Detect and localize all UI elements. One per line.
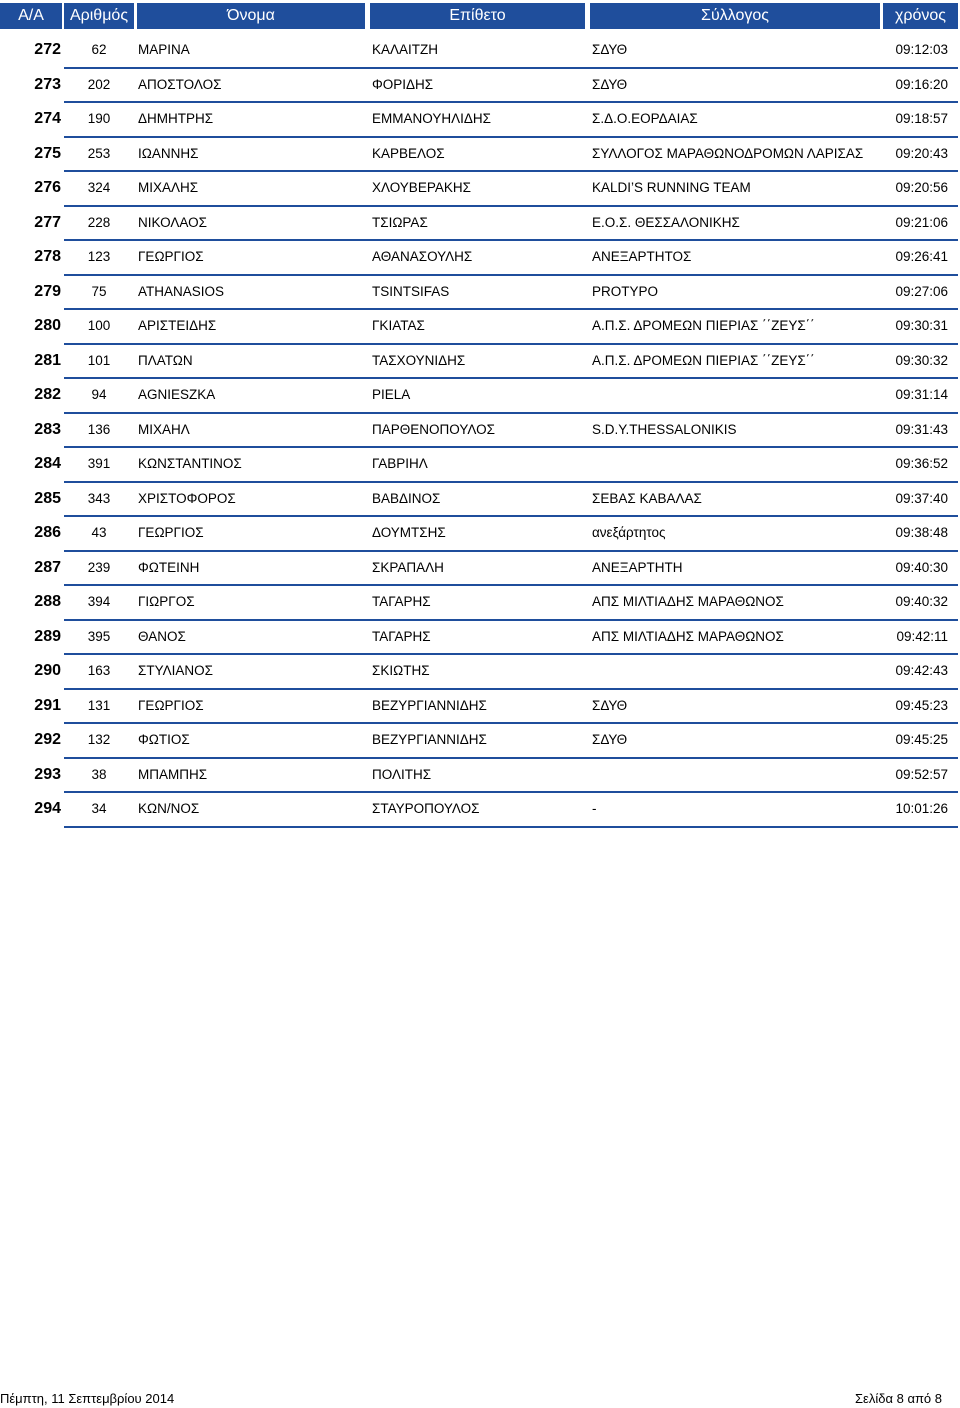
header-first-name: Όνομα (137, 3, 365, 29)
time-cell: 09:42:11 (896, 628, 948, 644)
bib-number-cell: 394 (87, 594, 111, 609)
last-name-cell: TSINTSIFAS (372, 283, 450, 299)
last-name-cell: ΤΣΙΩΡΑΣ (372, 214, 428, 230)
first-name-cell: ΦΩΤΙΟΣ (138, 732, 190, 747)
table-row (0, 552, 960, 587)
time-cell: 09:37:40 (895, 490, 948, 506)
first-name-cell: ATHANASIOS (138, 283, 225, 299)
time-cell: 09:42:43 (895, 663, 948, 678)
first-name-cell: ΑΠΟΣΤΟΛΟΣ (138, 76, 222, 92)
bib-number-cell: 228 (87, 214, 111, 230)
table-row (0, 103, 960, 138)
time-cell: 09:18:57 (895, 111, 948, 126)
club-cell: ΑΠΣ ΜΙΛΤΙΑΔΗΣ ΜΑΡΑΘΩΝΟΣ (592, 628, 784, 644)
footer-page-number: Σελίδα 8 από 8 (855, 1391, 942, 1406)
club-cell: ΣΔΥΘ (592, 697, 628, 713)
rank-cell: 286 (34, 524, 61, 541)
club-cell: ΑΝΕΞΑΡΤΗΤΗ (592, 559, 683, 575)
first-name-cell: ΔΗΜΗΤΡΗΣ (138, 111, 214, 126)
time-cell: 09:26:41 (895, 249, 948, 264)
bib-number-cell: 38 (91, 766, 107, 782)
first-name-cell: ΜΙΧΑΗΛ (138, 421, 190, 437)
time-cell: 09:21:06 (895, 214, 948, 230)
bib-number-cell: 202 (87, 76, 111, 92)
time-cell: 09:30:31 (895, 318, 948, 333)
rank-cell: 280 (34, 317, 61, 334)
time-cell: 09:38:48 (895, 525, 948, 540)
rank-cell: 290 (34, 662, 61, 679)
header-club: Σύλλογος (590, 3, 880, 29)
bib-number-cell: 132 (87, 732, 111, 747)
table-row (0, 379, 960, 414)
rank-cell: 285 (34, 489, 61, 507)
bib-number-cell: 163 (87, 663, 111, 678)
first-name-cell: ΚΩΝΣΤΑΝΤΙΝΟΣ (138, 456, 242, 471)
last-name-cell: ΕΜΜΑΝΟΥΗΛΙΔΗΣ (372, 111, 491, 126)
table-row (0, 655, 960, 690)
header-time: χρόνος (883, 3, 958, 29)
rank-cell: 284 (34, 455, 61, 472)
table-row (0, 207, 960, 242)
time-cell: 09:20:56 (895, 180, 948, 195)
bib-number-cell: 43 (91, 525, 107, 540)
rank-cell: 293 (34, 765, 61, 783)
club-cell: ΑΝΕΞΑΡΤΗΤΟΣ (592, 249, 692, 264)
club-cell: Σ.Δ.Ο.ΕΟΡΔΑΙΑΣ (592, 111, 698, 126)
bib-number-cell: 136 (87, 421, 111, 437)
bib-number-cell: 131 (87, 697, 111, 713)
rank-cell: 282 (34, 386, 61, 403)
table-row (0, 724, 960, 759)
time-cell: 09:52:57 (895, 766, 948, 782)
rank-cell: 278 (34, 248, 61, 265)
club-cell: ανεξάρτητος (592, 525, 666, 540)
rank-cell: 287 (34, 558, 61, 576)
results-table-header (0, 0, 960, 32)
club-cell: - (592, 801, 597, 816)
bib-number-cell: 239 (87, 559, 111, 575)
club-cell: ΣΔΥΘ (592, 42, 628, 57)
time-cell: 09:20:43 (895, 145, 948, 161)
header-rank: Α/Α (0, 3, 62, 29)
time-cell: 09:31:43 (895, 421, 948, 437)
table-row (0, 241, 960, 276)
table-row (0, 483, 960, 518)
table-row (0, 172, 960, 207)
last-name-cell: ΤΑΓΑΡΗΣ (372, 628, 431, 644)
bib-number-cell: 34 (91, 801, 107, 816)
club-cell: Α.Π.Σ. ΔΡΟΜΕΩΝ ΠΙΕΡΙΑΣ ΄΄ΖΕΥΣ΄΄ (592, 318, 815, 333)
club-cell: ΣΕΒΑΣ ΚΑΒΑΛΑΣ (592, 490, 702, 506)
last-name-cell: ΒΑΒΔΙΝΟΣ (372, 490, 441, 506)
last-name-cell: ΠΑΡΘΕΝΟΠΟΥΛΟΣ (372, 421, 495, 437)
last-name-cell: ΓΑΒΡΙΗΛ (372, 456, 428, 471)
bib-number-cell: 190 (87, 111, 111, 126)
time-cell: 09:16:20 (895, 76, 948, 92)
first-name-cell: ΓΕΩΡΓΙΟΣ (138, 525, 204, 540)
row-divider (64, 826, 958, 828)
table-row (0, 759, 960, 794)
bib-number-cell: 253 (87, 145, 111, 161)
time-cell: 10:01:26 (895, 801, 948, 816)
club-cell: ΣΥΛΛΟΓΟΣ ΜΑΡΑΘΩΝΟΔΡΟΜΩΝ ΛΑΡΙΣΑΣ (592, 145, 864, 161)
first-name-cell: AGNIESZKA (138, 387, 216, 402)
rank-cell: 274 (34, 110, 61, 127)
bib-number-cell: 94 (91, 387, 107, 402)
last-name-cell: ΚΑΡΒΕΛΟΣ (372, 145, 445, 161)
first-name-cell: ΓΕΩΡΓΙΟΣ (138, 697, 204, 713)
last-name-cell: ΤΑΓΑΡΗΣ (372, 594, 431, 609)
table-row (0, 276, 960, 311)
bib-number-cell: 391 (87, 456, 111, 471)
bib-number-cell: 100 (87, 318, 111, 333)
table-row (0, 414, 960, 449)
club-cell: ΑΠΣ ΜΙΛΤΙΑΔΗΣ ΜΑΡΑΘΩΝΟΣ (592, 594, 784, 609)
first-name-cell: ΓΙΩΡΓΟΣ (138, 594, 195, 609)
time-cell: 09:27:06 (895, 283, 948, 299)
bib-number-cell: 62 (91, 42, 107, 57)
first-name-cell: ΠΛΑΤΩΝ (138, 352, 193, 368)
rank-cell: 273 (34, 75, 61, 93)
bib-number-cell: 324 (87, 180, 111, 195)
rank-cell: 275 (34, 144, 61, 162)
footer-date: Πέμπτη, 11 Σεπτεμβρίου 2014 (0, 1391, 175, 1406)
last-name-cell: PIELA (372, 387, 411, 402)
table-row (0, 448, 960, 483)
last-name-cell: ΑΘΑΝΑΣΟΥΛΗΣ (372, 249, 473, 264)
table-row (0, 138, 960, 173)
first-name-cell: ΜΑΡΙΝΑ (138, 42, 190, 57)
time-cell: 09:30:32 (895, 352, 948, 368)
rank-cell: 276 (34, 179, 61, 196)
table-row (0, 34, 960, 69)
first-name-cell: ΣΤΥΛΙΑΝΟΣ (138, 663, 213, 678)
first-name-cell: ΙΩΑΝΝΗΣ (138, 145, 199, 161)
last-name-cell: ΧΛΟΥΒΕΡΑΚΗΣ (372, 180, 471, 195)
rank-cell: 291 (34, 696, 61, 714)
time-cell: 09:40:30 (895, 559, 948, 575)
time-cell: 09:31:14 (895, 387, 948, 402)
bib-number-cell: 395 (87, 628, 111, 644)
rank-cell: 283 (34, 420, 61, 438)
bib-number-cell: 123 (87, 249, 111, 264)
last-name-cell: ΤΑΣΧΟΥΝΙΔΗΣ (372, 352, 466, 368)
club-cell: KALDI’S RUNNING TEAM (592, 180, 751, 195)
last-name-cell: ΣΚΙΩΤΗΣ (372, 663, 430, 678)
results-table-body (0, 34, 960, 828)
first-name-cell: ΚΩΝ/ΝΟΣ (138, 801, 200, 816)
last-name-cell: ΠΟΛΙΤΗΣ (372, 766, 432, 782)
table-row (0, 69, 960, 104)
rank-cell: 272 (34, 41, 61, 58)
club-cell: ΣΔΥΘ (592, 76, 628, 92)
club-cell: PROTYPO (592, 283, 659, 299)
header-number: Αριθμός (64, 3, 134, 29)
bib-number-cell: 343 (87, 490, 111, 506)
table-row (0, 345, 960, 380)
time-cell: 09:40:32 (895, 594, 948, 609)
rank-cell: 288 (34, 593, 61, 610)
club-cell: S.D.Y.THESSALONIKIS (592, 421, 737, 437)
last-name-cell: ΒΕΖΥΡΓΙΑΝΝΙΔΗΣ (372, 732, 487, 747)
last-name-cell: ΔΟΥΜΤΣΗΣ (372, 525, 446, 540)
club-cell: Α.Π.Σ. ΔΡΟΜΕΩΝ ΠΙΕΡΙΑΣ ΄΄ΖΕΥΣ΄΄ (592, 352, 815, 368)
first-name-cell: ΧΡΙΣΤΟΦΟΡΟΣ (138, 490, 236, 506)
first-name-cell: ΜΠΑΜΠΗΣ (138, 766, 208, 782)
time-cell: 09:12:03 (895, 42, 948, 57)
last-name-cell: ΒΕΖΥΡΓΙΑΝΝΙΔΗΣ (372, 697, 487, 713)
last-name-cell: ΣΤΑΥΡΟΠΟΥΛΟΣ (372, 801, 480, 816)
last-name-cell: ΣΚΡΑΠΑΛΗ (372, 559, 444, 575)
table-row (0, 621, 960, 656)
table-row (0, 517, 960, 552)
last-name-cell: ΚΑΛΑΙΤΖΗ (372, 42, 439, 57)
table-row (0, 793, 960, 828)
rank-cell: 279 (34, 282, 61, 300)
time-cell: 09:36:52 (895, 456, 948, 471)
header-last-name: Επίθετο (370, 3, 585, 29)
first-name-cell: ΘΑΝΟΣ (138, 628, 186, 644)
bib-number-cell: 101 (87, 352, 111, 368)
rank-cell: 292 (34, 731, 61, 748)
first-name-cell: ΜΙΧΑΛΗΣ (138, 180, 199, 195)
rank-cell: 281 (34, 351, 61, 369)
rank-cell: 289 (34, 627, 61, 645)
time-cell: 09:45:23 (895, 697, 948, 713)
table-row (0, 586, 960, 621)
last-name-cell: ΦΟΡΙΔΗΣ (372, 76, 434, 92)
first-name-cell: ΓΕΩΡΓΙΟΣ (138, 249, 204, 264)
last-name-cell: ΓΚΙΑΤΑΣ (372, 318, 425, 333)
club-cell: ΣΔΥΘ (592, 732, 628, 747)
club-cell: Ε.Ο.Σ. ΘΕΣΣΑΛΟΝΙΚΗΣ (592, 214, 740, 230)
time-cell: 09:45:25 (895, 732, 948, 747)
first-name-cell: ΦΩΤΕΙΝΗ (138, 559, 200, 575)
table-row (0, 690, 960, 725)
table-row (0, 310, 960, 345)
rank-cell: 294 (34, 800, 61, 817)
bib-number-cell: 75 (91, 283, 107, 299)
rank-cell: 277 (34, 213, 61, 231)
first-name-cell: ΑΡΙΣΤΕΙΔΗΣ (138, 318, 217, 333)
first-name-cell: ΝΙΚΟΛΑΟΣ (138, 214, 207, 230)
